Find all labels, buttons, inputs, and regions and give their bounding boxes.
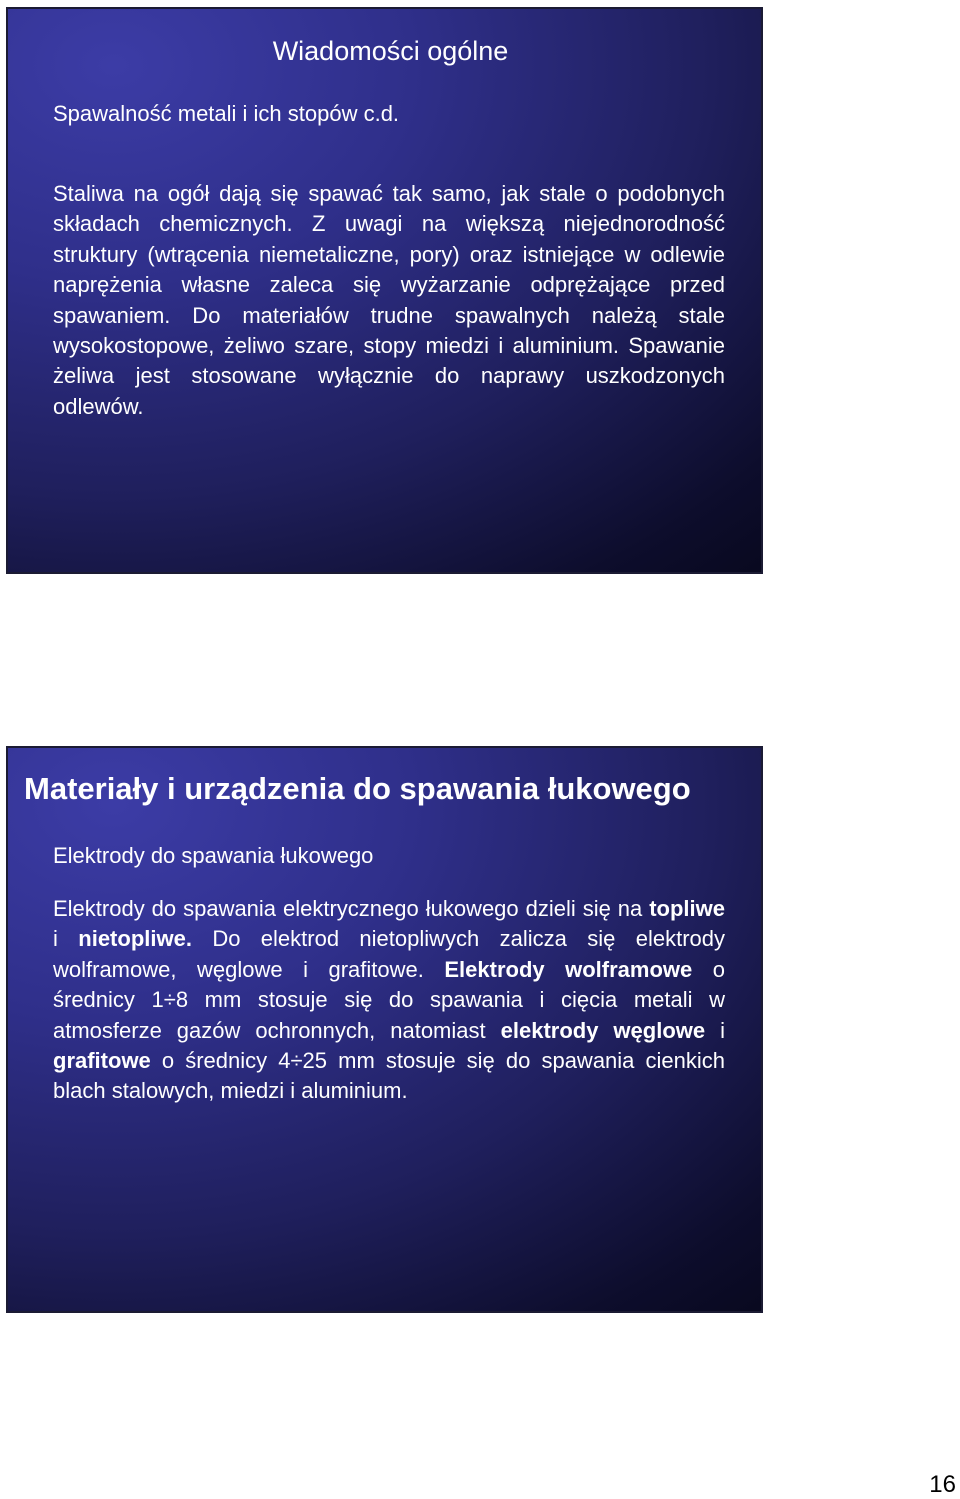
slide-1-paragraph: Staliwa na ogół dają się spawać tak samo, jak stale o podobnych składach chemicznych. Z uwagi na większą niejednorodność struktury (wtrącenia niemetaliczne, pory) oraz istniejące w odlewie naprężenia własne zaleca się wyżarzanie odprężające przed spawaniem. Do materiałów trudne spawalnych należą stale wysokostopowe, żeliwo szare, stopy miedzi i aluminium. Spawanie żeliwa jest stosowane wyłącznie do naprawy uszkodzonych odlewów. bbox=[53, 181, 725, 419]
slide-2-title: Materiały i urządzenia do spawania łukowego bbox=[24, 771, 691, 806]
page-number: 16 bbox=[929, 1471, 956, 1498]
term-topliwe: topliwe bbox=[649, 896, 725, 921]
text-segment: o średnicy 1÷8 mm stosuje się do spawania i cięcia metali w atmosferze gazów ochronnych, natomiast bbox=[53, 956, 725, 1043]
slide-1-subtitle: Spawalność metali i ich stopów c.d. bbox=[53, 101, 400, 126]
text-segment: Do elektrod nietopliwych zalicza się elektrody wolframowe, węglowe i grafitowe. bbox=[53, 926, 726, 982]
text-segment: o średnicy 4÷25 mm stosuje się do spawania cienkich blach stalowych, miedzi i aluminium. bbox=[53, 1048, 725, 1104]
slide-2-subtitle: Elektrody do spawania łukowego bbox=[53, 843, 374, 868]
slide-2-paragraph bbox=[53, 894, 725, 1107]
slide-2 bbox=[6, 746, 763, 1313]
term-elektrody-weglowe: elektrody węglowe bbox=[500, 1017, 706, 1043]
term-grafitowe: grafitowe bbox=[53, 1048, 151, 1074]
slide-1 bbox=[6, 7, 763, 574]
term-nietopliwe: nietopliwe. bbox=[78, 926, 192, 952]
text-segment: Elektrody do spawania elektrycznego łukowego dzieli się na bbox=[53, 896, 650, 921]
term-elektrody-wolframowe: Elektrody wolframowe bbox=[444, 956, 693, 982]
text-segment: i bbox=[705, 1017, 726, 1043]
text-segment: i bbox=[53, 926, 79, 952]
slide-1-title: Wiadomości ogólne bbox=[272, 36, 509, 66]
